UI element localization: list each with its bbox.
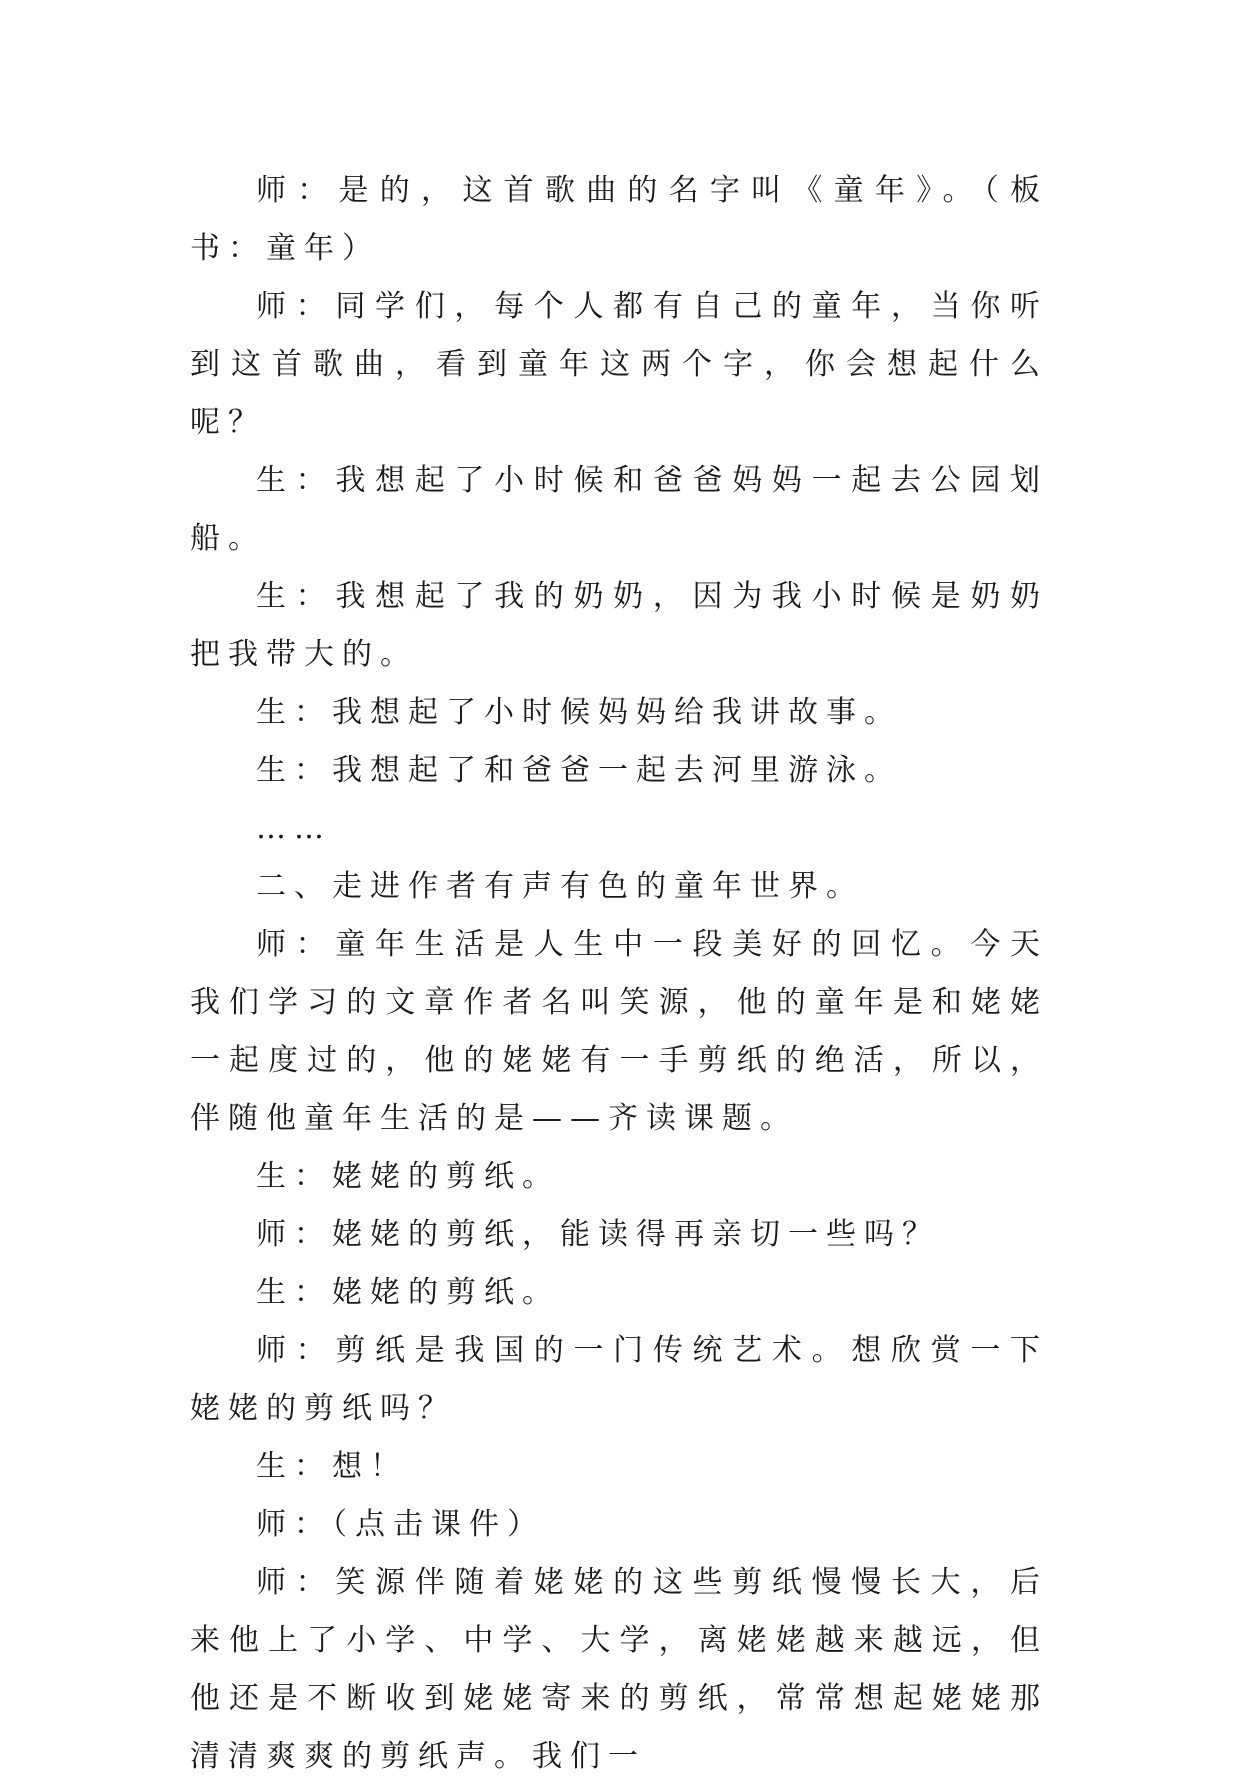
paragraph-teacher-papercut-art: 师：剪纸是我国的一门传统艺术。想欣赏一下姥姥的剪纸吗？ — [190, 1333, 1048, 1426]
paragraph-student-yes: 生：想！ — [256, 1449, 408, 1484]
paragraph-teacher-intro: 师：童年生活是人生中一段美好的回忆。今天我们学习的文章作者名叫笑源，他的童年是和姥姥一起度过的，他的姥姥有一手剪纸的绝活，所以，伴随他童年生活的是——齐读课题。 — [190, 927, 1048, 1136]
paragraph-teacher-growing-up: 师：笑源伴随着姥姥的这些剪纸慢慢长大，后来他上了小学、中学、大学，离姥姥越来越远，但他还是不断收到姥姥寄来的剪纸，常常想起姥姥那清清爽爽的剪纸声。我们一 — [190, 1565, 1048, 1774]
paragraph-student-title-reading-2: 生：姥姥的剪纸。 — [256, 1275, 560, 1310]
paragraph-teacher-question: 师：同学们，每个人都有自己的童年，当你听到这首歌曲，看到童年这两个字，你会想起什么呢？ — [190, 289, 1048, 440]
paragraph-teacher-courseware: 师：（点击课件） — [256, 1507, 545, 1542]
paragraph-student-stories: 生：我想起了小时候妈妈给我讲故事。 — [256, 695, 902, 730]
paragraph-student-boating: 生：我想起了小时候和爸爸妈妈一起去公园划船。 — [190, 463, 1048, 556]
paragraph-student-grandma: 生：我想起了我的奶奶，因为我小时候是奶奶把我带大的。 — [190, 579, 1048, 672]
paragraph-student-swimming: 生：我想起了和爸爸一起去河里游泳。 — [256, 753, 902, 788]
paragraph-teacher-read-again: 师：姥姥的剪纸，能读得再亲切一些吗？ — [256, 1217, 940, 1252]
section-heading-two: 二、走进作者有声有色的童年世界。 — [256, 869, 864, 904]
paragraph-teacher-song-title: 师：是的，这首歌曲的名字叫《童年》。（板书：童年） — [190, 173, 1048, 266]
paragraph-ellipsis: …… — [256, 811, 332, 846]
paragraph-student-title-reading: 生：姥姥的剪纸。 — [256, 1159, 560, 1194]
document-body — [190, 162, 1048, 1786]
